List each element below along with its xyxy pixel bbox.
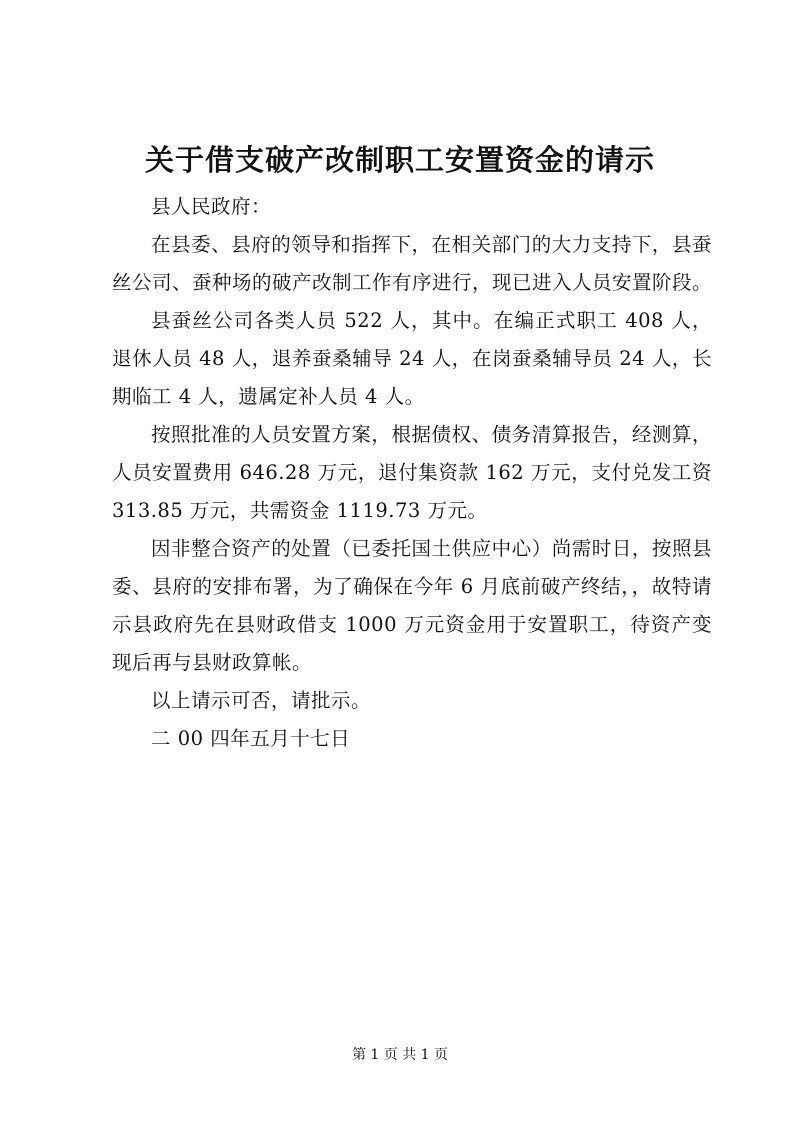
salutation: 县人民政府：: [151, 195, 272, 218]
page-footer: 第 1 页 共 1 页: [351, 1047, 449, 1063]
document-body: [112, 188, 712, 758]
paragraph-closing: 以上请示可否，请批示。: [151, 689, 372, 712]
document-title: 关于借支破产改制职工安置资金的请示: [144, 143, 655, 177]
paragraph-background: 在县委、县府的领导和指挥下，在相关部门的大力支持下，县蚕丝公司、蚕种场的破产改制工作有序进行，现已进入人员安置阶段。: [112, 233, 713, 294]
paragraph-loan-request: 因非整合资产的处置（已委托国土供应中心）尚需时日，按照县委、县府的安排布署，为了确保在今年 6 月底前破产终结，，故特请示县政府先在县财政借支 1000 万元资金用于安置职工，待资产变现后再与县财政算帐。: [112, 537, 712, 674]
paragraph-staff-count: 县蚕丝公司各类人员 522 人，其中。在编正式职工 408 人，退休人员 48 人，退养蚕桑辅导 24 人，在岗蚕桑辅导员 24 人，长期临工 4 人，遗属定补人员 4 人。: [112, 309, 712, 408]
document-date: 二 00 四年五月十七日: [151, 727, 351, 750]
paragraph-funding-calculation: 按照批准的人员安置方案，根据债权、债务清算报告，经测算，人员安置费用 646.28 万元，退付集资款 162 万元，支付兑发工资 313.85 万元，共需资金 1119.73 万元。: [112, 423, 712, 522]
